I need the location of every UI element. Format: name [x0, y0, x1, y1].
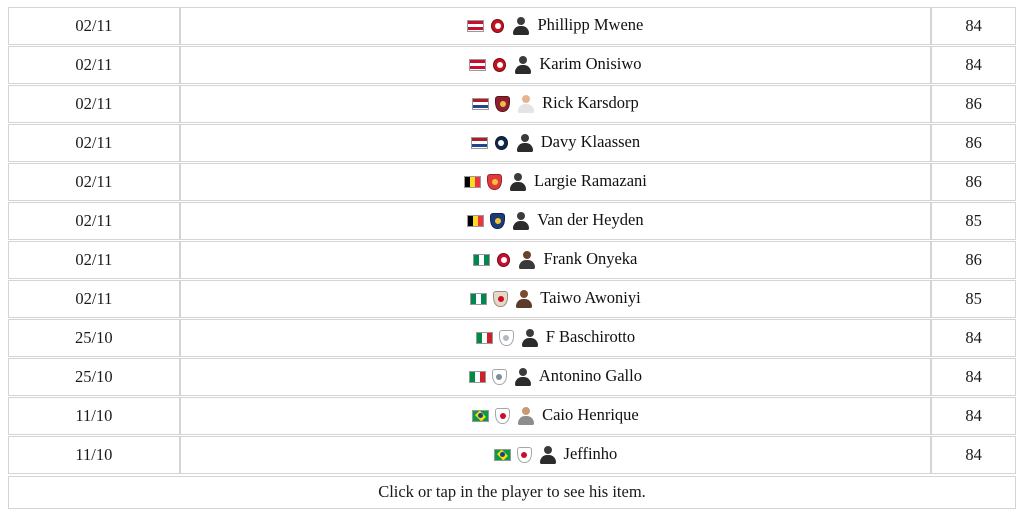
player-name: Caio Henrique — [542, 405, 639, 425]
player-avatar — [515, 133, 535, 153]
player-avatar — [514, 289, 534, 309]
player-inner — [464, 172, 647, 192]
player-avatar — [538, 445, 558, 465]
roma-crest — [495, 96, 510, 112]
row-player[interactable] — [180, 436, 931, 474]
row-player[interactable] — [180, 280, 931, 318]
row-rating: 84 — [931, 319, 1016, 357]
lecce-crest — [492, 369, 507, 385]
player-avatar — [520, 328, 540, 348]
union-sg-crest — [490, 213, 505, 229]
row-rating: 84 — [931, 358, 1016, 396]
belgium-flag — [464, 176, 481, 188]
player-name: Largie Ramazani — [534, 171, 647, 191]
row-rating: 84 — [931, 436, 1016, 474]
table-row[interactable] — [8, 124, 1016, 162]
row-rating: 86 — [931, 124, 1016, 162]
player-name: Taiwo Awoniyi — [540, 288, 641, 308]
player-inner — [472, 94, 639, 114]
nigeria-flag — [473, 254, 490, 266]
lecce-crest — [499, 330, 514, 346]
nottingham-forest-crest — [493, 291, 508, 307]
player-name: Phillipp Mwene — [537, 15, 644, 35]
row-date: 11/10 — [8, 436, 180, 474]
row-player[interactable] — [180, 319, 931, 357]
row-date: 02/11 — [8, 202, 180, 240]
player-inner — [469, 367, 642, 387]
player-avatar — [516, 94, 536, 114]
player-table — [8, 6, 1016, 475]
row-date: 02/11 — [8, 46, 180, 84]
row-player[interactable] — [180, 358, 931, 396]
player-avatar — [516, 406, 536, 426]
player-avatar — [511, 211, 531, 231]
mainz-crest — [490, 18, 505, 34]
player-inner — [472, 406, 639, 426]
netherlands-flag — [471, 137, 488, 149]
player-avatar — [517, 250, 537, 270]
table-row[interactable] — [8, 358, 1016, 396]
row-date: 11/10 — [8, 397, 180, 435]
table-row[interactable] — [8, 85, 1016, 123]
table-row[interactable] — [8, 163, 1016, 201]
brentford-crest — [496, 252, 511, 268]
player-table-body — [8, 7, 1016, 474]
austria-flag — [469, 59, 486, 71]
row-rating: 86 — [931, 163, 1016, 201]
row-player[interactable] — [180, 163, 931, 201]
row-player[interactable] — [180, 124, 931, 162]
row-player[interactable] — [180, 241, 931, 279]
player-inner — [473, 250, 637, 270]
mainz-crest — [492, 57, 507, 73]
table-row[interactable] — [8, 397, 1016, 435]
player-inner — [476, 328, 635, 348]
row-rating: 85 — [931, 280, 1016, 318]
brazil-flag — [494, 449, 511, 461]
player-inner — [470, 289, 640, 309]
player-inner — [467, 211, 643, 231]
player-avatar — [513, 55, 533, 75]
inter-crest — [494, 135, 509, 151]
belgium-flag — [467, 215, 484, 227]
nigeria-flag — [470, 293, 487, 305]
table-row[interactable] — [8, 436, 1016, 474]
player-name: Rick Karsdorp — [542, 93, 639, 113]
table-row[interactable] — [8, 241, 1016, 279]
player-avatar — [513, 367, 533, 387]
player-inner — [471, 133, 640, 153]
player-avatar — [508, 172, 528, 192]
austria-flag — [467, 20, 484, 32]
player-inner — [494, 445, 618, 465]
row-date: 02/11 — [8, 163, 180, 201]
row-date: 25/10 — [8, 358, 180, 396]
player-name: Van der Heyden — [537, 210, 644, 230]
lyon-crest — [517, 447, 532, 463]
player-inner — [467, 16, 643, 36]
netherlands-flag — [472, 98, 489, 110]
row-rating: 84 — [931, 46, 1016, 84]
row-date: 02/11 — [8, 124, 180, 162]
player-name: F Baschirotto — [545, 327, 636, 347]
italy-flag — [469, 371, 486, 383]
player-name: Frank Onyeka — [543, 249, 638, 269]
table-row[interactable] — [8, 46, 1016, 84]
player-avatar — [511, 16, 531, 36]
row-date: 25/10 — [8, 319, 180, 357]
row-date: 02/11 — [8, 241, 180, 279]
row-player[interactable] — [180, 46, 931, 84]
table-row[interactable] — [8, 280, 1016, 318]
row-rating: 86 — [931, 241, 1016, 279]
row-rating: 84 — [931, 7, 1016, 45]
row-rating: 85 — [931, 202, 1016, 240]
player-name: Karim Onisiwo — [539, 54, 642, 74]
row-date: 02/11 — [8, 7, 180, 45]
row-player[interactable] — [180, 397, 931, 435]
player-name: Jeffinho — [563, 444, 618, 464]
row-date: 02/11 — [8, 85, 180, 123]
footer-hint: Click or tap in the player to see his item. — [8, 476, 1016, 509]
row-rating: 86 — [931, 85, 1016, 123]
row-player[interactable] — [180, 85, 931, 123]
row-player[interactable] — [180, 7, 931, 45]
row-rating: 84 — [931, 397, 1016, 435]
italy-flag — [476, 332, 493, 344]
table-row[interactable] — [8, 7, 1016, 45]
table-row[interactable] — [8, 202, 1016, 240]
player-name: Davy Klaassen — [540, 132, 641, 152]
player-name: Antonino Gallo — [538, 366, 642, 386]
table-row[interactable] — [8, 319, 1016, 357]
brazil-flag — [472, 410, 489, 422]
row-player[interactable] — [180, 202, 931, 240]
row-date: 02/11 — [8, 280, 180, 318]
almeria-crest — [487, 174, 502, 190]
monaco-crest — [495, 408, 510, 424]
player-inner — [469, 55, 641, 75]
